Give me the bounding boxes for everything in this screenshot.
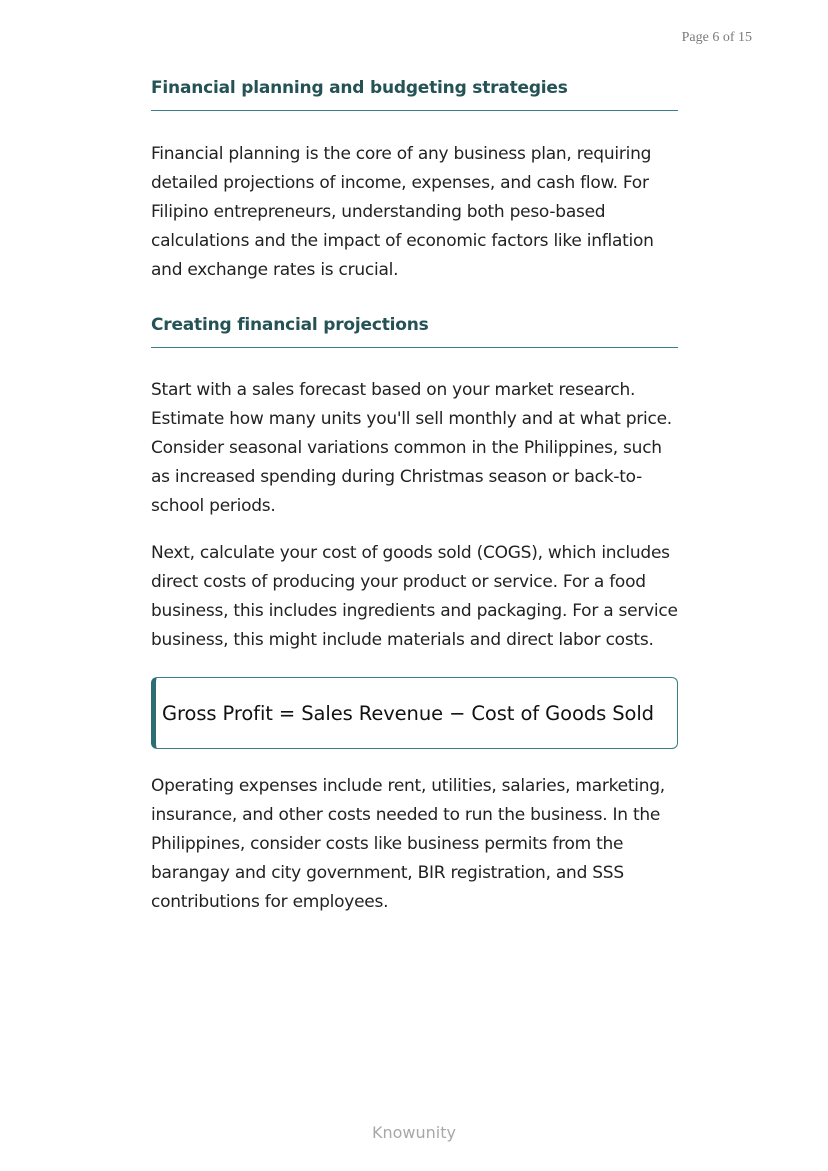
- paragraph-cogs: Next, calculate your cost of goods sold (COGS), which includes direct costs of producing your product or service. For a food business, this includes ingredients and packaging. For a service business, this might include materials and direct labor costs.: [151, 543, 678, 650]
- gross-profit-formula: Gross Profit = Sales Revenue − Cost of Goods Sold: [162, 701, 654, 725]
- footer-brand: Knowunity: [372, 1123, 456, 1142]
- paragraph-operating-expenses: Operating expenses include rent, utilities, salaries, marketing, insurance, and other costs needed to run the business. In the Philippines, consider costs like business permits from the barangay and city government, BIR registration, and SSS contributions for employees.: [151, 776, 665, 912]
- section-heading-financial-projections: Creating financial projections: [151, 315, 678, 348]
- formula-box: [151, 677, 678, 749]
- paragraph-intro: Financial planning is the core of any business plan, requiring detailed projections of income, expenses, and cash flow. For Filipino entrepreneurs, understanding both peso-based calculations and the impact of economic factors like inflation and exchange rates is crucial.: [151, 144, 654, 280]
- section-heading-financial-planning: Financial planning and budgeting strategies: [151, 78, 678, 111]
- page-number: Page 6 of 15: [681, 30, 752, 45]
- paragraph-sales-forecast: Start with a sales forecast based on your market research. Estimate how many units you'll sell monthly and at what price. Consider seasonal variations common in the Philippines, such as increased spending during Christmas season or back-to-school periods.: [151, 380, 672, 516]
- document-body: [151, 78, 678, 917]
